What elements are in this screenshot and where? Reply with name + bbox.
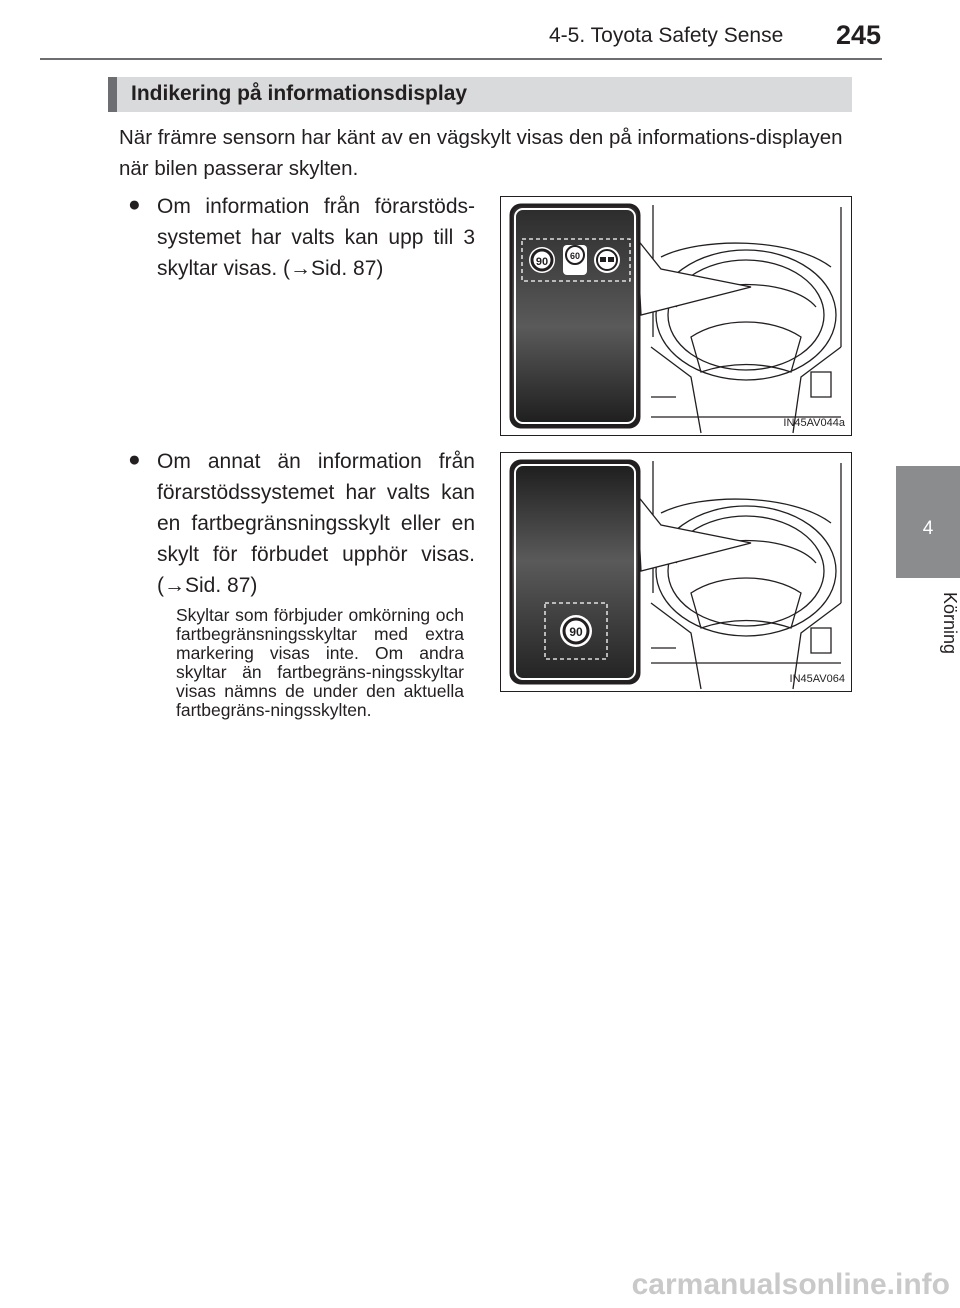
figure-single-sign-display	[500, 452, 852, 692]
footer-watermark: carmanualsonline.info	[631, 1268, 950, 1301]
bullet-marker: ●	[128, 193, 141, 216]
figure-multi-sign-display	[500, 196, 852, 436]
figure-code: IN45AV064	[789, 673, 845, 685]
sign-value: 90	[535, 256, 549, 268]
chapter-number: 4	[922, 518, 934, 539]
header-rule	[40, 58, 882, 60]
dashboard-illustration	[501, 453, 850, 690]
bullet-text: Om annat än information från förarstödssystemet har valts kan en fartbegränsningsskylt eller en skylt för förbudet upphör visas. (→Sid. 87)	[157, 450, 475, 597]
dashboard-illustration	[501, 197, 850, 434]
section-title: Indikering på informationsdisplay	[131, 82, 468, 105]
sign-value: 60	[569, 251, 581, 261]
section-heading-bar	[108, 77, 852, 112]
bullet-marker: ●	[128, 448, 141, 471]
chapter-label: Körning	[940, 591, 960, 655]
page-number: 245	[836, 20, 882, 50]
note-paragraph: Skyltar som förbjuder omkörning och fartbegränsningsskyltar med extra markering visas inte. Om andra skyltar än fartbegräns-ningsskyltar visas nämns de under den aktuella fartbegräns-ningsskylten.	[176, 605, 464, 720]
bullet-text: Om information från förarstöds-systemet har valts kan upp till 3 skyltar visas. (→Sid. 87)	[157, 195, 475, 280]
header-section-title: 4-5. Toyota Safety Sense	[549, 24, 784, 47]
sign-value: 90	[569, 625, 583, 639]
chapter-tab	[896, 466, 960, 578]
intro-paragraph: När främre sensorn har känt av en vägskylt visas den på informations-displayen när bilen passerar skylten.	[119, 126, 843, 180]
figure-code: IN45AV044a	[783, 417, 845, 429]
